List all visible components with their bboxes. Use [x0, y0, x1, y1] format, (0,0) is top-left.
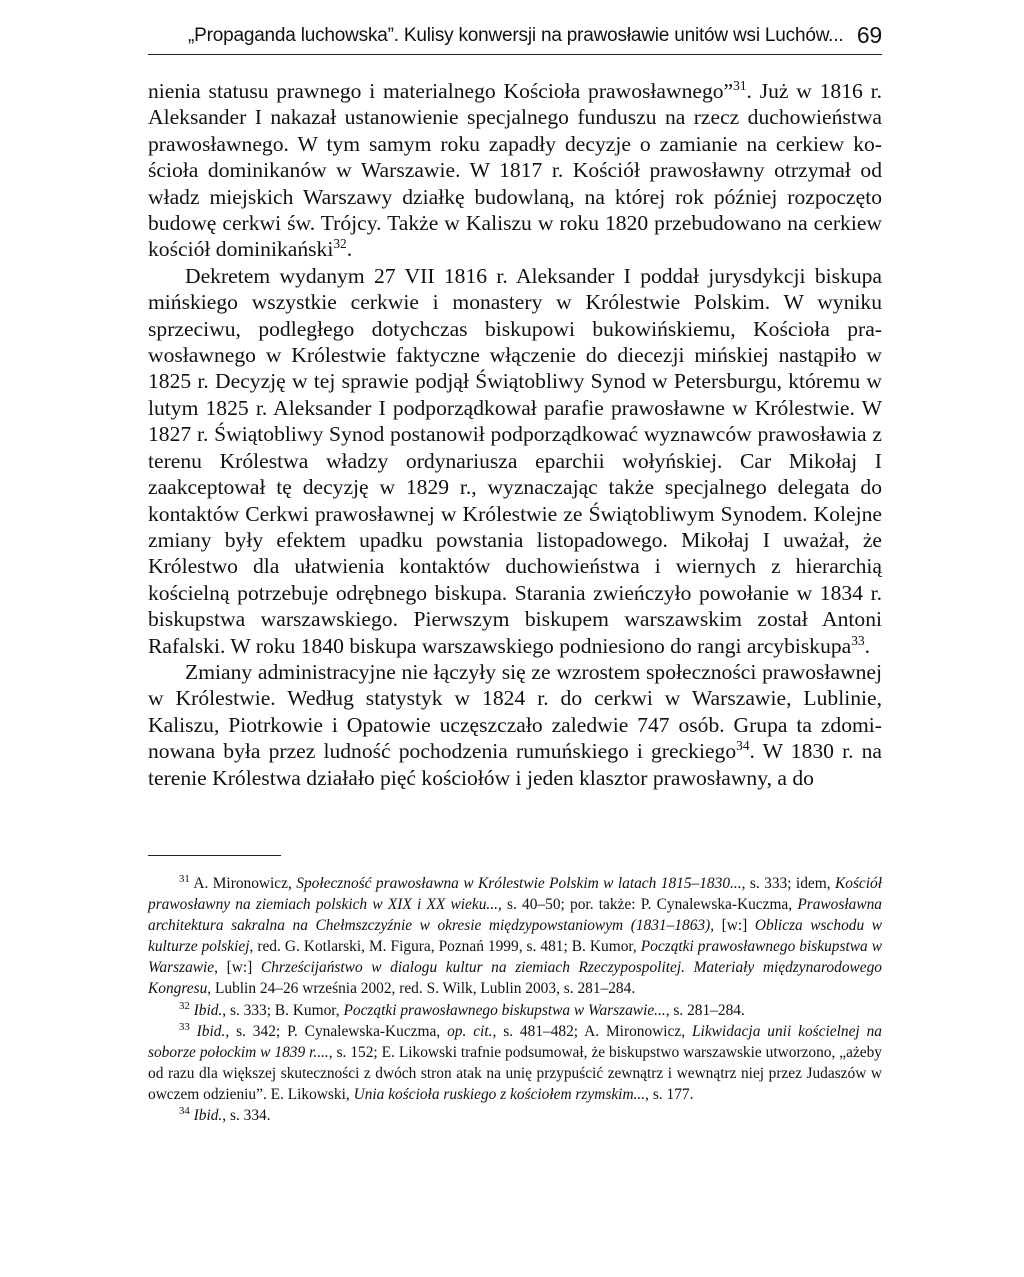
- title-italic: Likwidacja unii kościelnej na soborze połockim w 1839 r....: [148, 1022, 882, 1061]
- title-italic: Początki prawosławnego biskupstwa w Warszawie...: [343, 1001, 666, 1019]
- text-run: , s. 281–284.: [665, 1001, 745, 1019]
- text-run: nienia statusu prawnego i materialnego Kościoła prawosławnego”: [148, 79, 734, 103]
- text-run: Zmiany administracyjne nie łączyły się ze wzrostem społeczności prawosławnej w Królestwie. Według statystyk w 1824 r. do cerkwi w Warszawie, Lublinie, Kaliszu, Piotrkowie i Opatowie uczęszczało zaledwie 747 osób. Grupa ta zdominowana była przez ludność pochodzenia rumuńskiego i greckiego: [148, 659, 882, 764]
- text-run: , s. 342; P. Cynalewska-Kuczma,: [225, 1022, 448, 1040]
- text-run: A. Mironowicz,: [189, 875, 297, 892]
- title-italic: Chrześcijaństwo w dialogu kultur na ziemiach Rzeczypospolitej. Materiały międzynarodowego Kongresu: [148, 959, 882, 998]
- footnote-ref-31[interactable]: 31: [733, 77, 747, 93]
- text-run: . W 1830 r. na terenie Królestwa działało pięć kościołów i jeden klasztor prawosławny, a do: [148, 739, 882, 790]
- footnote-33: [148, 1021, 882, 1105]
- footnote-ref-34[interactable]: 34: [736, 738, 750, 754]
- main-text: [148, 78, 882, 791]
- text-run: , s. 177.: [645, 1085, 694, 1103]
- footnote-ref-32[interactable]: 32: [333, 236, 347, 252]
- text-run: , [w:]: [214, 959, 261, 977]
- title-italic: Unia kościoła ruskiego z kościołem rzymskim...: [353, 1085, 646, 1103]
- title-italic: op. cit.: [447, 1022, 493, 1040]
- title-italic: Kościół prawosławny na ziemiach polskich w XIX i XX wieku...: [148, 875, 883, 914]
- footnotes: [148, 873, 882, 1126]
- footnote-34: [148, 1105, 882, 1126]
- footnote-number: 34: [179, 1105, 190, 1118]
- text-run: , s. 333; B. Kumor,: [222, 1001, 344, 1019]
- footnote-number: 31: [179, 873, 190, 886]
- text-run: , s. 333; idem,: [741, 875, 835, 892]
- text-run: Dekretem wydanym 27 VII 1816 r. Aleksander I poddał jurysdykcji biskupa mińskiego wszystkie cerkwie i monastery w Królestwie Polskim. W wyniku sprzeciwu, podległego dotychczas biskupowi bukowińskiemu, Kościoła prawosławnego w Królestwie faktyczne włączenie do diecezji mińskiej nastąpiło w 1825 r. Decyzję w tej sprawie podjął Świątobliwy Synod w Petersburgu, któremu w lutym 1825 r. Aleksander I podporządkował parafie prawosławne w Królestwie. W 1827 r. Świątobliwy Synod postanowił podporządkować wyznawców prawosławia z terenu Królestwa władzy ordynariusza eparchii wołyńskiej. Car Mikołaj I zaakceptował tę decyzję w 1829 r., wyznaczając także specjalnego delegata do kontaktów Cerkwi prawosławnej w Królestwie ze Świątobliwym Synodem. Kolejne zmiany były efektem upadku powstania listopadowego. Mikołaj I uważał, że Królestwo dla ułatwienia kontaktów duchowieństwa i wiernych z hierarchią kościelną potrzebuje odrębnego biskupa. Starania zwieńczyło powołanie w 1834 r. biskupstwa warszawskiego. Pierwszym biskupem warszawskim został Antoni Rafalski. W roku 1840 biskupa warszawskiego podniesiono do rangi arcybiskupa: [148, 263, 882, 658]
- document-page: [148, 0, 882, 1277]
- text-run: , red. G. Kotlarski, M. Figura, Poznań 1999, s. 481; B. Kumor,: [249, 938, 641, 956]
- running-header: [148, 22, 882, 55]
- text-run: [190, 1023, 197, 1040]
- title-italic: Oblicza wschodu w kulturze polskiej: [148, 917, 882, 956]
- footnote-32: [148, 1000, 882, 1021]
- text-run: . Już w 1816 r. Aleksander I nakazał ustanowienie specjalnego funduszu na rzecz duchowieństwa prawosławnego. W tym samym roku zapadły decyzje o zamianie na cerkiew kościoła dominikanów w Warszawie. W 1817 r. Kościół prawosławny otrzymał od władz miejskich Warszawy działkę budowlaną, na której rok później rozpoczęto budowę cerkwi św. Trójcy. Także w Kaliszu w roku 1820 przebudowano na cerkiew kościół dominikański: [148, 79, 882, 262]
- paragraph-1: [148, 78, 882, 263]
- text-run: , Lublin 24–26 września 2002, red. S. Wilk, Lublin 2003, s. 281–284.: [207, 980, 636, 998]
- footnote-number: 33: [179, 1020, 190, 1033]
- text-run: , [w:]: [710, 917, 755, 935]
- title-italic: Początki prawosławnego biskupstwa w Warszawie: [148, 938, 882, 977]
- title-italic: Prawosławna architektura sakralna na Chełmszczyźnie w okresie międzypowstaniowym (1831–1863): [148, 896, 882, 935]
- text-run: .: [864, 633, 871, 658]
- footnote-31: [148, 873, 882, 1000]
- text-run: , s. 334.: [222, 1107, 271, 1125]
- title-italic: Ibid.: [196, 1022, 226, 1040]
- title-italic: Ibid.: [193, 1001, 223, 1019]
- page-number: 69: [856, 22, 882, 48]
- paragraph-2: [148, 263, 882, 659]
- text-run: , s. 40–50; por. także: P. Cynalewska-Kuczma,: [497, 896, 798, 914]
- footnote-separator: [148, 855, 281, 856]
- title-italic: Ibid.: [193, 1107, 223, 1125]
- paragraph-3: [148, 659, 882, 791]
- text-run: .: [346, 237, 353, 262]
- title-italic: Społeczność prawosławna w Królestwie Polskim w latach 1815–1830...: [296, 875, 742, 892]
- footnote-number: 32: [179, 999, 190, 1012]
- footnote-ref-33[interactable]: 33: [851, 632, 865, 648]
- text-run: , s. 152; E. Likowski trafnie podsumował, że biskupstwo warszawskie utworzono, „ażeby od razu dla większej skuteczności z dwóch stron atak na unię przypuścić zewnątrz i wewnątrz niej przez Judaszów w owczem odzieniu”. E. Likowski,: [148, 1043, 882, 1103]
- text-run: , s. 481–482; A. Mironowicz,: [492, 1022, 692, 1040]
- running-title: „Propaganda luchowska”. Kulisy konwersji na prawosławie unitów wsi Luchów...: [188, 25, 844, 46]
